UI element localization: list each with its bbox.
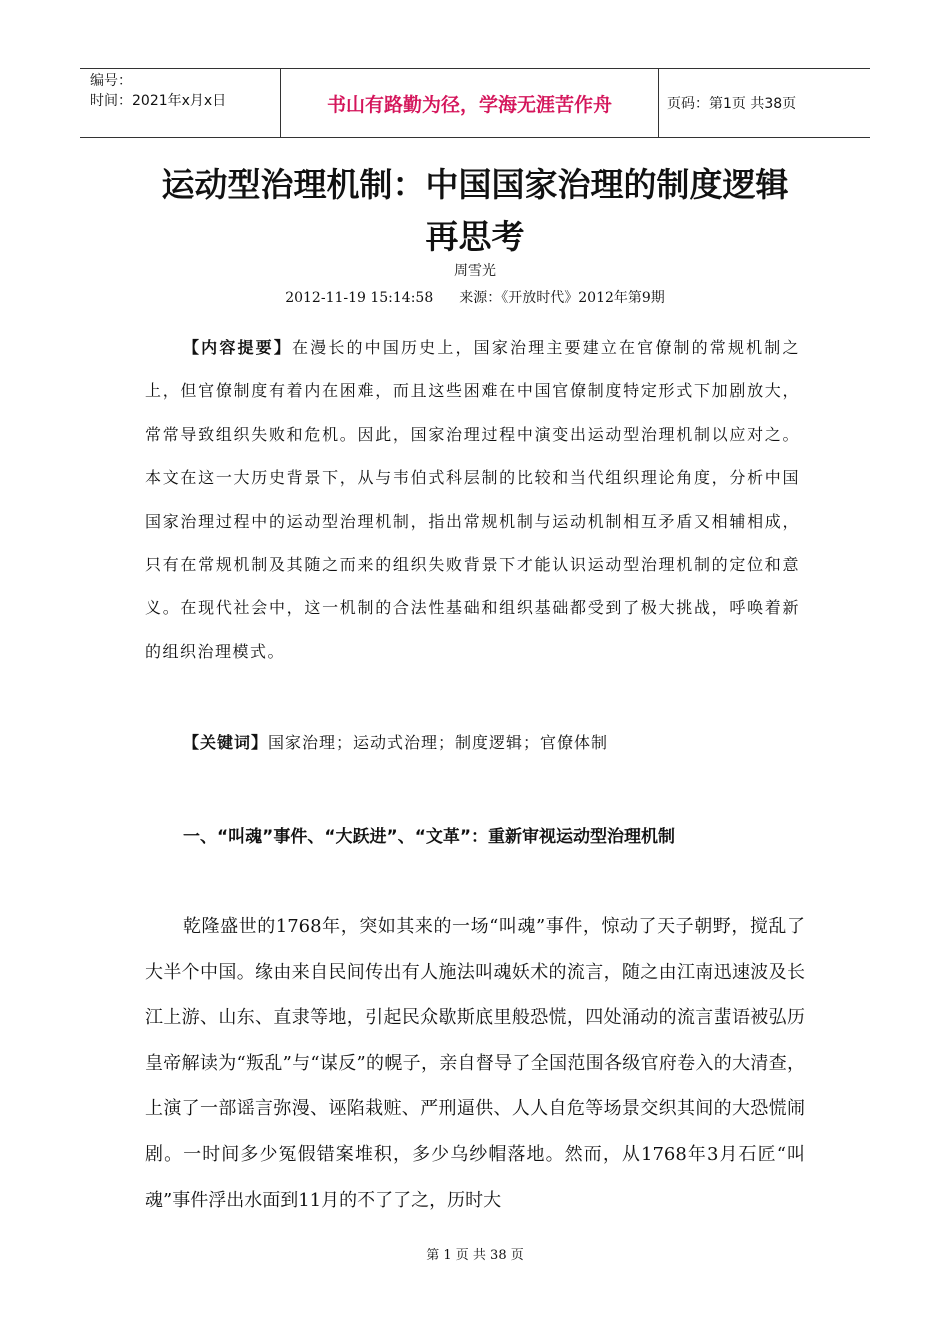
abstract-label: 【内容提要】	[183, 338, 292, 357]
keywords-label: 【关键词】	[183, 733, 269, 752]
dateline	[0, 287, 950, 307]
time-label: 时间：2021年x月x日	[90, 93, 227, 109]
motto: 书山有路勤为径，学海无涯苦作舟	[280, 69, 659, 137]
author: 周雪光	[454, 263, 496, 279]
header-meta	[80, 69, 280, 137]
title-line-2: 再思考	[425, 217, 525, 256]
body-paragraph: 乾隆盛世的1768年，突如其来的一场“叫魂”事件，惊动了天子朝野，搅乱了大半个中国。缘由来自民间传出有人施法叫魂妖术的流言，随之由江南迅速波及长江上游、山东、直隶等地，引起民众歇斯底里般恐慌，四处涌动的流言蜚语被弘历皇帝解读为“叛乱”与“谋反”的幌子，亲自督导了全国范围各级官府卷入的大清查，上演了一部谣言弥漫、诬陷栽赃、严刑逼供、人人自危等场景交织其间的大恐慌闹剧。一时间多少冤假错案堆积，多少乌纱帽落地。然而，从1768年3月石匠“叫魂”事件浮出水面到11月的不了了之，历时大	[145, 916, 805, 1211]
serial-label: 编号：	[90, 73, 132, 89]
keywords-text: 国家治理；运动式治理；制度逻辑；官僚体制	[268, 733, 609, 752]
page-info: 页码：第1页 共38页	[667, 96, 797, 112]
page-footer: 第 1 页 共 38 页	[426, 1248, 524, 1263]
abstract-text: 在漫长的中国历史上，国家治理主要建立在官僚制的常规机制之上，但官僚制度有着内在困难，而且这些困难在中国官僚制度特定形式下加剧放大，常常导致组织失败和危机。因此，国家治理过程中演变出运动型治理机制以应对之。本文在这一大历史背景下，从与韦伯式科层制的比较和当代组织理论角度，分析中国国家治理过程中的运动型治理机制，指出常规机制与运动机制相互矛盾又相辅相成，只有在常规机制及其随之而来的组织失败背景下才能认识运动型治理机制的定位和意义。在现代社会中，这一机制的合法性基础和组织基础都受到了极大挑战，呼唤着新的组织治理模式。	[145, 338, 800, 661]
abstract	[145, 326, 800, 673]
title-line-1: 运动型治理机制：中国国家治理的制度逻辑	[161, 165, 789, 204]
keywords	[183, 728, 803, 758]
document-header	[80, 68, 870, 138]
source: 来源：《开放时代》2012年第9期	[459, 290, 665, 306]
datetime: 2012-11-19 15:14:58	[285, 290, 434, 306]
section-heading: 一、“叫魂”事件、“大跃进”、“文革”：重新审视运动型治理机制	[183, 827, 676, 847]
